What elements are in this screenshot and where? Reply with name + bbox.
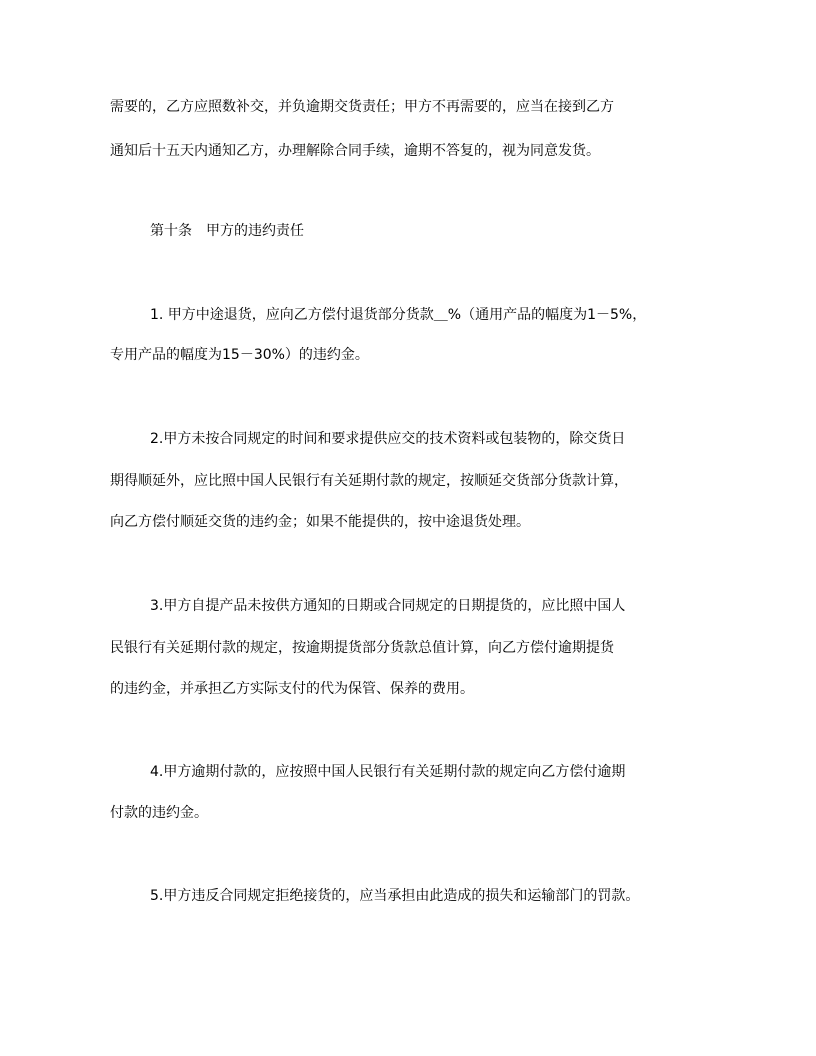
clause-4-line-1: 4.甲方逾期付款的，应按照中国人民银行有关延期付款的规定向乙方偿付逾期	[150, 764, 626, 780]
continuation-line-2: 通知后十五天内通知乙方，办理解除合同手续，逾期不答复的，视为同意发货。	[110, 143, 600, 159]
clause-3-line-2: 民银行有关延期付款的规定，按逾期提货部分货款总值计算，向乙方偿付逾期提货	[110, 640, 614, 656]
article-heading: 第十条 甲方的违约责任	[150, 223, 304, 239]
clause-2-line-1: 2.甲方未按合同规定的时间和要求提供应交的技术资料或包装物的，除交货日	[150, 431, 626, 447]
clause-2-line-3: 向乙方偿付顺延交货的违约金；如果不能提供的，按中途退货处理。	[110, 514, 530, 530]
clause-4-line-2: 付款的违约金。	[110, 805, 208, 821]
continuation-line-1: 需要的，乙方应照数补交，并负逾期交货责任；甲方不再需要的，应当在接到乙方	[110, 99, 614, 115]
clause-1-line-2: 专用产品的幅度为15－30%）的违约金。	[110, 347, 369, 363]
clause-3-line-1: 3.甲方自提产品未按供方通知的日期或合同规定的日期提货的，应比照中国人	[150, 598, 626, 614]
clause-2-line-2: 期得顺延外，应比照中国人民银行有关延期付款的规定，按顺延交货部分货款计算，	[110, 473, 628, 489]
clause-5-line-1: 5.甲方违反合同规定拒绝接货的，应当承担由此造成的损失和运输部门的罚款。	[150, 888, 640, 904]
clause-3-line-3: 的违约金，并承担乙方实际支付的代为保管、保养的费用。	[110, 681, 474, 697]
clause-1-line-1: 1. 甲方中途退货，应向乙方偿付退货部分货款＿%（通用产品的幅度为1－5%，	[150, 307, 647, 323]
